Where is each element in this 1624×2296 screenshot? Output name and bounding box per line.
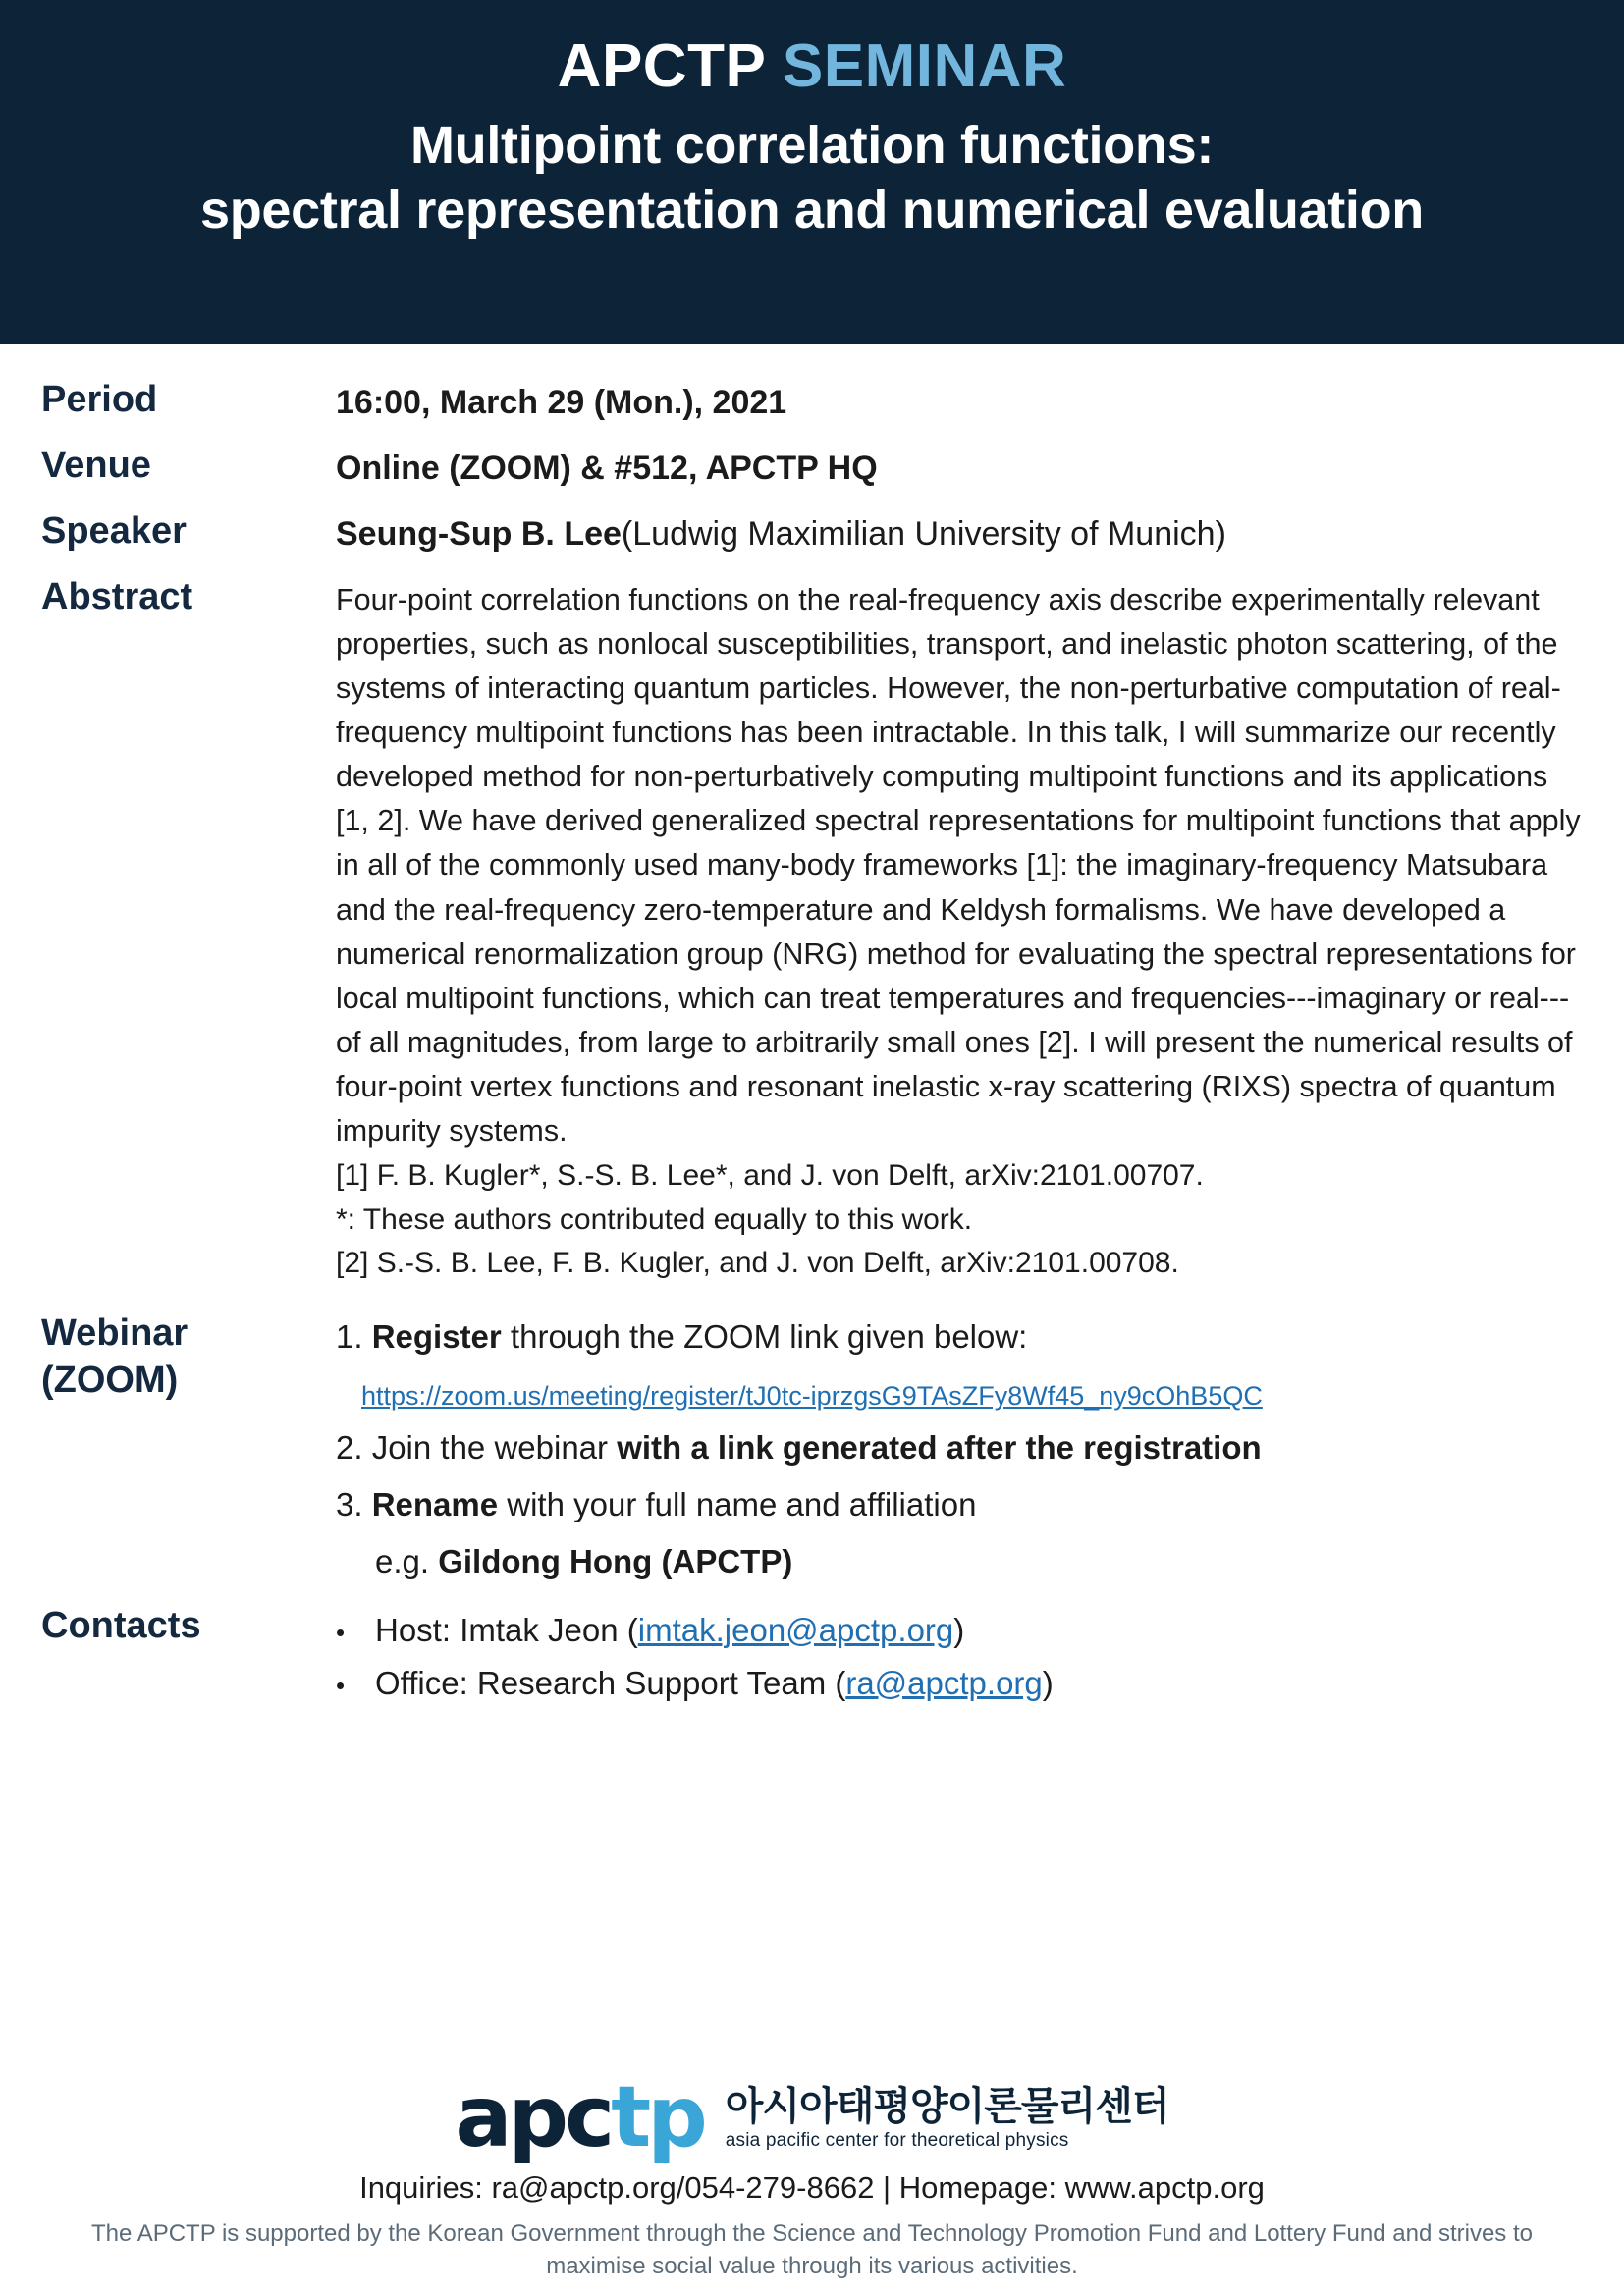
bullet-icon: • [336,1617,346,1647]
label-webinar [41,1310,336,1404]
value-venue: Online (ZOOM) & #512, APCTP HQ [336,449,878,487]
webinar-step-3-strong: Rename [371,1486,499,1523]
speaker-name: Seung-Sup B. Lee [336,514,622,553]
webinar-step-1-number: 1. [336,1318,363,1356]
header-brand-line [39,33,1585,100]
contact-office [336,1660,1583,1707]
contact-host-post: ) [953,1611,965,1648]
footer-support-note: The APCTP is supported by the Korean Government through the Science and Technology Promotion Fund and Lottery Fund and strives to maximise social value through its various activities. [91,2219,1533,2279]
header-title-line-2: spectral representation and numerical evaluation [199,181,1424,240]
value-contacts [336,1603,1583,1713]
webinar-step-3-number: 3. [336,1486,363,1523]
label-webinar-line-2: (ZOOM) [41,1359,179,1401]
webinar-step-1-rest: through the ZOOM link given below: [501,1318,1028,1356]
webinar-step-2-pre: Join the webinar [362,1429,618,1467]
value-period: 16:00, March 29 (Mon.), 2021 [336,384,787,421]
abstract-reference-2: [2] S.-S. B. Lee, F. B. Kugler, and J. von Delft, arXiv:2101.00708. [336,1247,1179,1280]
apctp-wordmark-apc: apc [455,2068,612,2167]
label-abstract: Abstract [41,575,193,617]
apctp-wordmark-t: t [611,2068,648,2167]
apctp-logo-text [726,2087,1169,2150]
label-speaker: Speaker [41,509,187,552]
poster-footer [0,2068,1624,2296]
row-period [41,377,1583,425]
abstract-reference-1: [1] F. B. Kugler*, S.-S. B. Lee*, and J. von Delft, arXiv:2101.00707. [336,1159,1204,1193]
label-contacts: Contacts [41,1604,201,1646]
row-abstract [41,574,1583,1285]
contact-office-pre: Office: Research Support Team ( [375,1664,846,1701]
speaker-affiliation: (Ludwig Maximilian University of Munich) [621,514,1226,553]
apctp-name-english: asia pacific center for theoretical physics [725,2130,1069,2152]
footer-inquiries: Inquiries: ra@apctp.org/054-279-8662 | Homepage: www.apctp.org [359,2169,1265,2205]
header-title-line-1: Multipoint correlation functions: [409,116,1215,176]
header-brand: APCTP [557,32,766,100]
value-speaker [336,508,1583,557]
poster-header [0,0,1624,344]
webinar-steps [336,1314,1583,1585]
webinar-rename-example [375,1539,1583,1584]
apctp-wordmark [455,2068,704,2167]
abstract-body: Four-point correlation functions on the real-frequency axis describe experimentally relevant properties, such as nonlocal susceptibilities, transport, and inelastic photon scattering, of the systems of interacting quantum particles. However, the non-perturbative computation of real-frequency multipoint functions has been intractable. In this talk, I will summarize our recently developed method for non-perturbatively computing multipoint functions and its applications [1, 2]. We have derived generalized spectral representations for multipoint functions that apply in all of the commonly used many-body frameworks [1]: the imaginary-frequency Matsubara and the real-frequency zero-temperature and Keldysh formalisms. We have developed a numerical renormalization group (NRG) method for evaluating the spectral representations for local multipoint functions, which can treat temperatures and frequencies---imaginary or real---of all magnitudes, from large to arbitrarily small ones [2]. I will present the numerical results of four-point vertex functions and resonant inelastic x-ray scattering (RIXS) spectra of quantum impurity systems. [336,582,1581,1148]
webinar-step-3 [336,1482,1583,1527]
webinar-step-3-rest: with your full name and affiliation [498,1486,977,1523]
apctp-logo [0,2068,1624,2167]
contact-host-text [375,1607,964,1654]
webinar-step-1 [336,1314,1583,1360]
label-period: Period [41,379,158,420]
contact-office-post: ) [1042,1664,1054,1701]
webinar-step-2 [336,1425,1583,1470]
label-venue: Venue [41,444,151,486]
value-abstract [336,574,1583,1285]
row-contacts [41,1603,1583,1713]
row-webinar [41,1310,1583,1585]
webinar-example-pre: e.g. [375,1543,439,1580]
contact-office-text [375,1660,1054,1707]
poster-body [0,344,1624,1713]
webinar-step-1-strong: Register [371,1318,502,1356]
apctp-name-korean: 아시아태평양이론물리센터 [725,2085,1169,2129]
bullet-icon: • [336,1670,346,1700]
contact-host-pre: Host: Imtak Jeon ( [375,1611,638,1648]
webinar-step-2-strong: with a link generated after the registration [617,1429,1262,1467]
abstract-reference-note: *: These authors contributed equally to this work. [336,1202,973,1236]
value-webinar [336,1310,1583,1585]
contact-host-email-link[interactable]: imtak.jeon@apctp.org [637,1611,954,1648]
contact-office-email-link[interactable]: ra@apctp.org [845,1664,1043,1701]
webinar-example-strong: Gildong Hong (APCTP) [438,1543,793,1580]
zoom-registration-link[interactable]: https://zoom.us/meeting/register/tJ0tc-iprzgsG9TAsZFy8Wf45_ny9cOhB5QC [361,1381,1263,1412]
label-webinar-line-1: Webinar [41,1312,189,1355]
apctp-wordmark-p: p [647,2068,704,2167]
contacts-list [336,1607,1583,1707]
header-kind: SEMINAR [782,32,1067,100]
contact-host [336,1607,1583,1654]
row-venue [41,443,1583,491]
webinar-step-2-number: 2. [336,1429,363,1467]
row-speaker [41,508,1583,557]
